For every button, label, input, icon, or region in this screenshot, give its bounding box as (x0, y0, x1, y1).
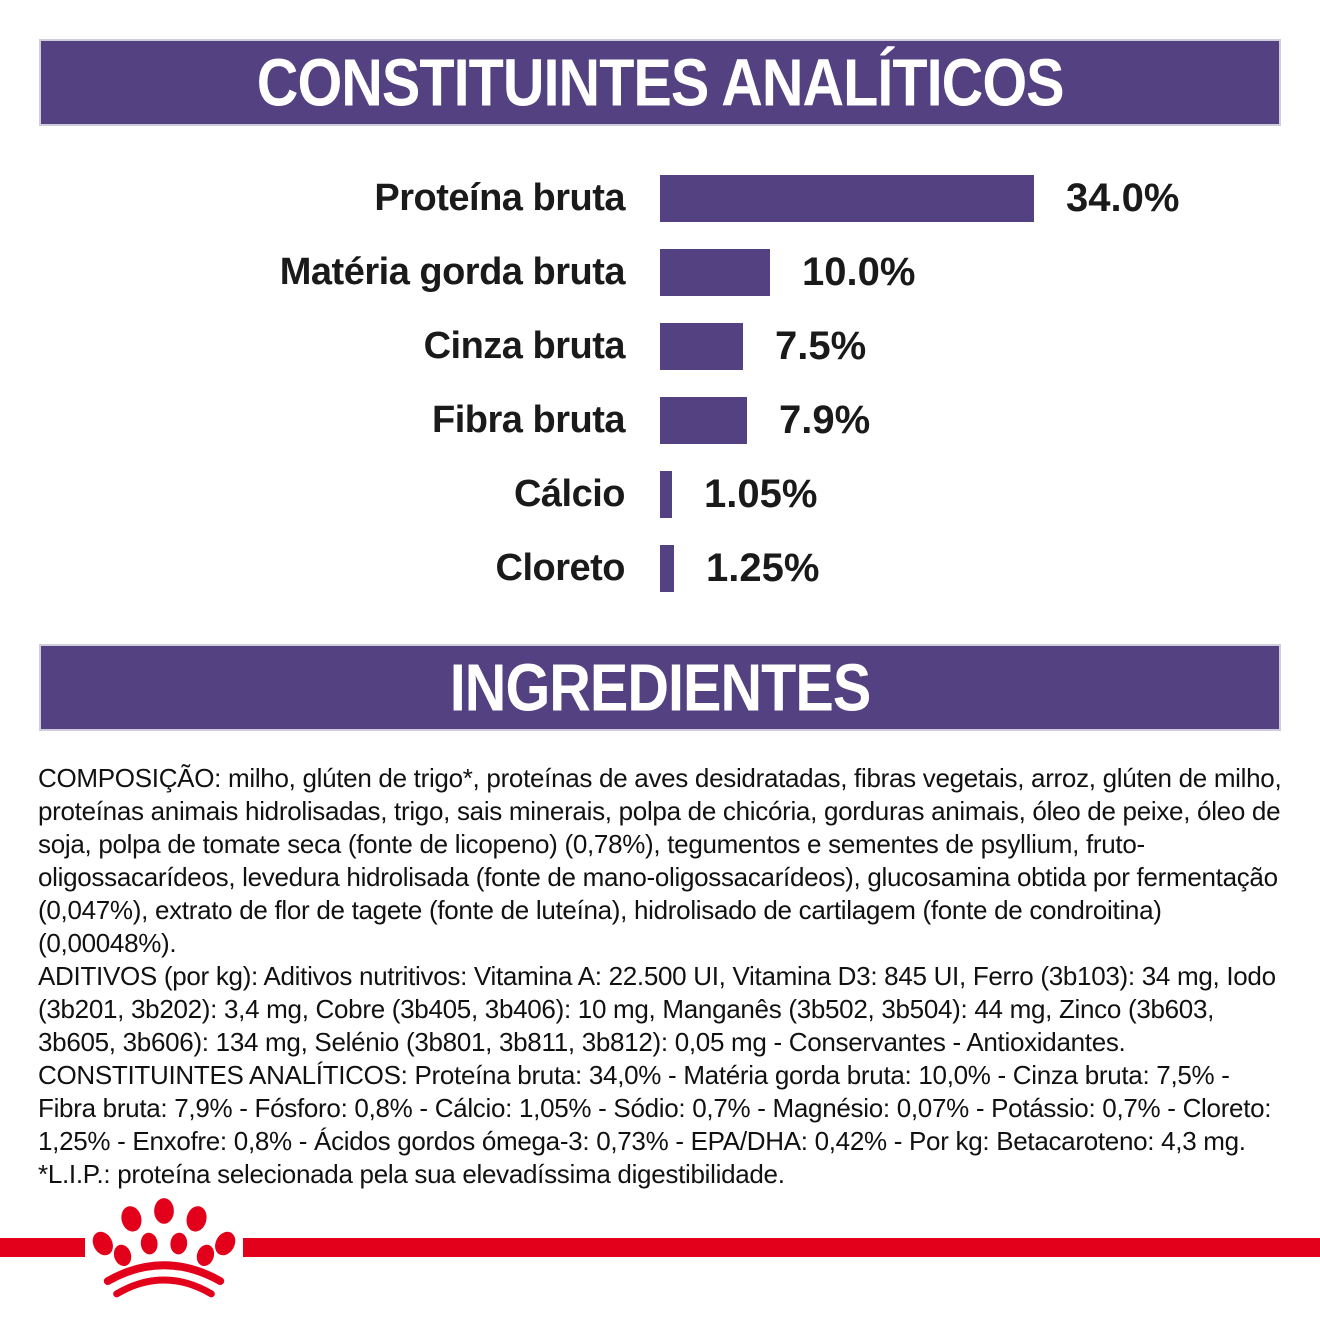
chart-row (0, 235, 1320, 309)
analytical-constituents-title: CONSTITUINTES ANALÍTICOS (256, 44, 1064, 121)
analytical-constituents-banner (39, 39, 1281, 126)
chart-row-label: Proteína bruta (374, 176, 625, 219)
red-line-right-segment (243, 1238, 1320, 1257)
ingredients-banner (39, 644, 1281, 731)
chart-bar (660, 175, 1034, 222)
additives-paragraph: ADITIVOS (por kg): Aditivos nutritivos: Vitamina A: 22.500 UI, Vitamina D3: 845 UI, Ferro (3b103): 34 mg, Iodo (3b201, 3b202): 3,4 mg, Cobre (3b405, 3b406): 10 mg, Manganês (3b502, 3b504): 44 mg, Zinco (3b603, 3b605, 3b606): 134 mg, Selénio (3b801, 3b811, 3b812): 0,05 mg - Conservantes - Antioxidantes. (38, 961, 1276, 1057)
chart-row (0, 383, 1320, 457)
chart-bar (660, 249, 770, 296)
ingredients-title: INGREDIENTES (449, 649, 871, 726)
chart-row (0, 531, 1320, 605)
bar-chart (0, 161, 1320, 605)
red-line-left-segment (0, 1238, 85, 1257)
chart-row (0, 457, 1320, 531)
chart-row-label: Fibra bruta (432, 398, 625, 441)
chart-bar (660, 397, 747, 444)
footer-logo-band (0, 1192, 1320, 1307)
analytical-constituents-paragraph: CONSTITUINTES ANALÍTICOS: Proteína bruta: 34,0% - Matéria gorda bruta: 10,0% - Cinza bruta: 7,5% - Fibra bruta: 7,9% - Fósforo: 0,8% - Cálcio: 1,05% - Sódio: 0,7% - Magnésio: 0,07% - Potássio: 0,7% - Cloreto: 1,25% - Enxofre: 0,8% - Ácidos gordos ómega-3: 0,73% - EPA/DHA: 0,42% - Por kg: Betacaroteno: 4,3 mg. (38, 1060, 1272, 1156)
composition-paragraph: COMPOSIÇÃO: milho, glúten de trigo*, proteínas de aves desidratadas, fibras vegetais, arroz, glúten de milho, proteínas animais hidrolisadas, trigo, sais minerais, polpa de chicória, gorduras animais, óleo de peixe, óleo de soja, polpa de tomate seca (fonte de licopeno) (0,78%), tegumentos e sementes de psyllium, fruto-oligossacarídeos, levedura hidrolisada (fonte de mano-oligossacarídeos), glucosamina obtida por fermentação (0,047%), extrato de flor de tagete (fonte de luteína), hidrolisado de cartilagem (fonte de condroitina) (0,00048%). (38, 763, 1282, 958)
chart-row-value: 1.25% (706, 545, 820, 590)
chart-row-label: Cálcio (513, 472, 625, 515)
chart-bar (660, 323, 743, 370)
ingredients-text-block (0, 762, 1320, 1191)
chart-row-label: Matéria gorda bruta (279, 250, 625, 293)
chart-row-label: Cloreto (495, 546, 625, 589)
chart-row-value: 10.0% (802, 249, 916, 294)
chart-row-value: 7.5% (775, 323, 867, 368)
chart-row-label: Cinza bruta (423, 324, 625, 367)
chart-row (0, 161, 1320, 235)
chart-bar (660, 471, 672, 518)
chart-bar (660, 545, 674, 592)
chart-row-value: 34.0% (1066, 175, 1180, 220)
chart-row-value: 1.05% (704, 471, 818, 516)
chart-row-value: 7.9% (779, 397, 871, 442)
lip-note-paragraph: *L.I.P.: proteína selecionada pela sua elevadíssima digestibilidade. (38, 1159, 785, 1189)
royal-canin-crown-icon (90, 1194, 238, 1298)
chart-row (0, 309, 1320, 383)
